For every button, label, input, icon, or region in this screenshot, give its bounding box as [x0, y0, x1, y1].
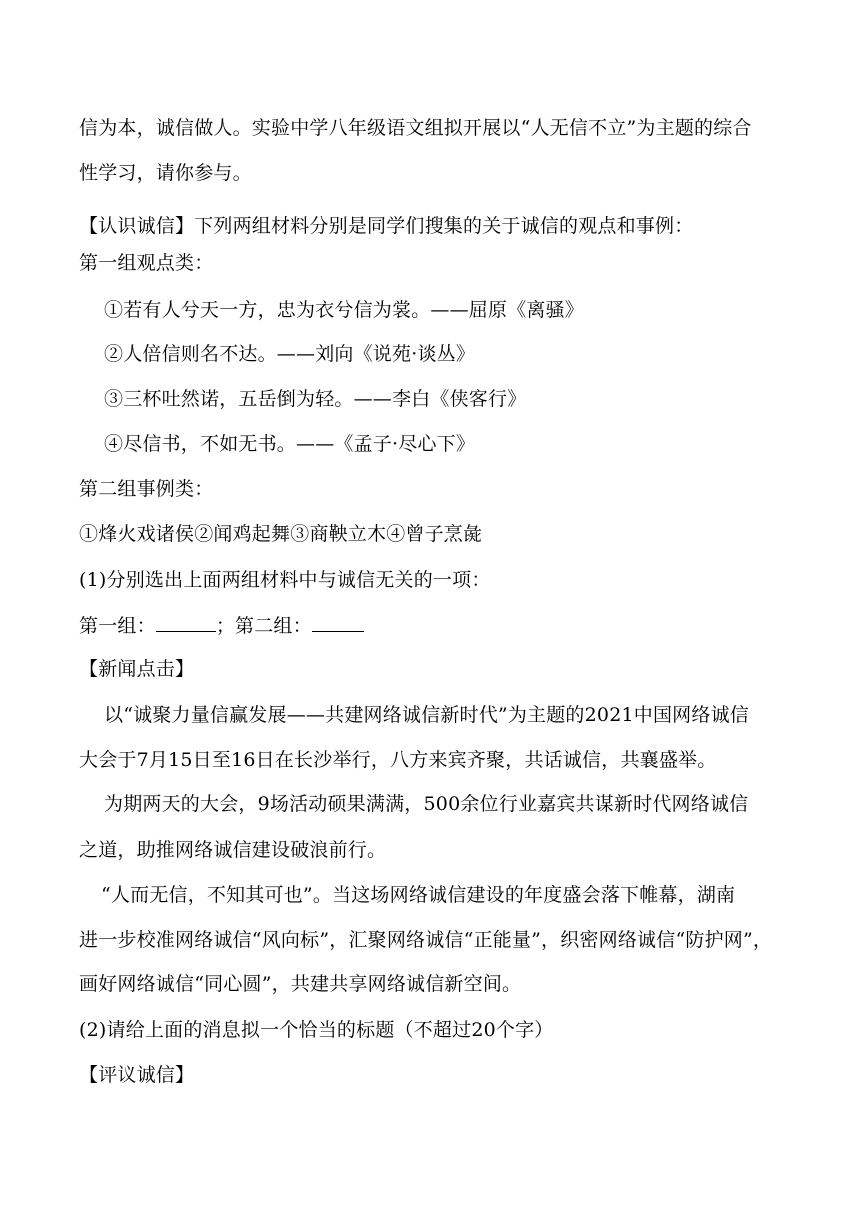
news-paragraph-line-6: 进一步校准网络诚信“风向标”，汇聚网络诚信“正能量”，织密网络诚信“防护网”，	[79, 929, 773, 951]
news-paragraph-line-7: 画好网络诚信“同心圆”，共建共享网络诚信新空间。	[79, 973, 522, 995]
section-recognize-integrity	[79, 214, 789, 238]
answer-label-group2: ；第二组：	[215, 615, 312, 637]
news-paragraph-line-2: 大会于7月15日至16日在长沙举行，八方来宾齐聚，共话诚信，共襄盛举。	[79, 749, 717, 771]
section-news-heading: 【新闻点击】	[79, 658, 195, 680]
news-paragraph-line-5: “人而无信，不知其可也”。当这场网络诚信建设的年度盛会落下帷幕，湖南	[101, 884, 736, 906]
intro-line-1: 信为本，诚信做人。实验中学八年级语文组拟开展以“人无信不立”为主题的综合	[79, 117, 752, 139]
intro-line-2: 性学习，请你参与。	[79, 162, 252, 184]
answer-blank-group1[interactable]	[156, 613, 216, 632]
news-paragraph-line-3: 为期两天的大会，9场活动硕果满满，500余位行业嘉宾共谋新时代网络诚信	[104, 793, 749, 815]
section-heading: 【认识诚信】	[79, 215, 195, 237]
news-paragraph-line-4: 之道，助推网络诚信建设破浪前行。	[79, 839, 387, 861]
group1-item-2: ②人倍信则名不达。——刘向《说苑·谈丛》	[104, 343, 476, 365]
group2-title: 第二组事例类：	[79, 478, 214, 500]
group1-title: 第一组观点类：	[79, 252, 214, 274]
news-paragraph-line-1: 以“诚聚力量信赢发展——共建网络诚信新时代”为主题的2021中国网络诚信	[104, 704, 749, 726]
answer-label-group1: 第一组：	[79, 615, 156, 637]
question-1: (1)分别选出上面两组材料中与诚信无关的一项：	[79, 569, 491, 591]
answer-line-1	[79, 613, 789, 638]
answer-blank-group2[interactable]	[312, 613, 364, 632]
group2-items: ①烽火戏诸侯②闻鸡起舞③商鞅立木④曾子烹彘	[79, 523, 483, 545]
group1-item-1: ①若有人兮天一方，忠为衣兮信为裳。——屈原《离骚》	[104, 299, 585, 321]
group1-item-3: ③三杯吐然诺，五岳倒为轻。——李白《侠客行》	[104, 388, 527, 410]
group1-item-4: ④尽信书，不如无书。——《孟子·尽心下》	[104, 433, 476, 455]
section-evaluate-heading: 【评议诚信】	[79, 1064, 195, 1086]
question-2: (2)请给上面的消息拟一个恰当的标题（不超过20个字）	[79, 1019, 554, 1041]
section-heading-tail: 下列两组材料分别是同学们搜集的关于诚信的观点和事例：	[194, 215, 694, 237]
